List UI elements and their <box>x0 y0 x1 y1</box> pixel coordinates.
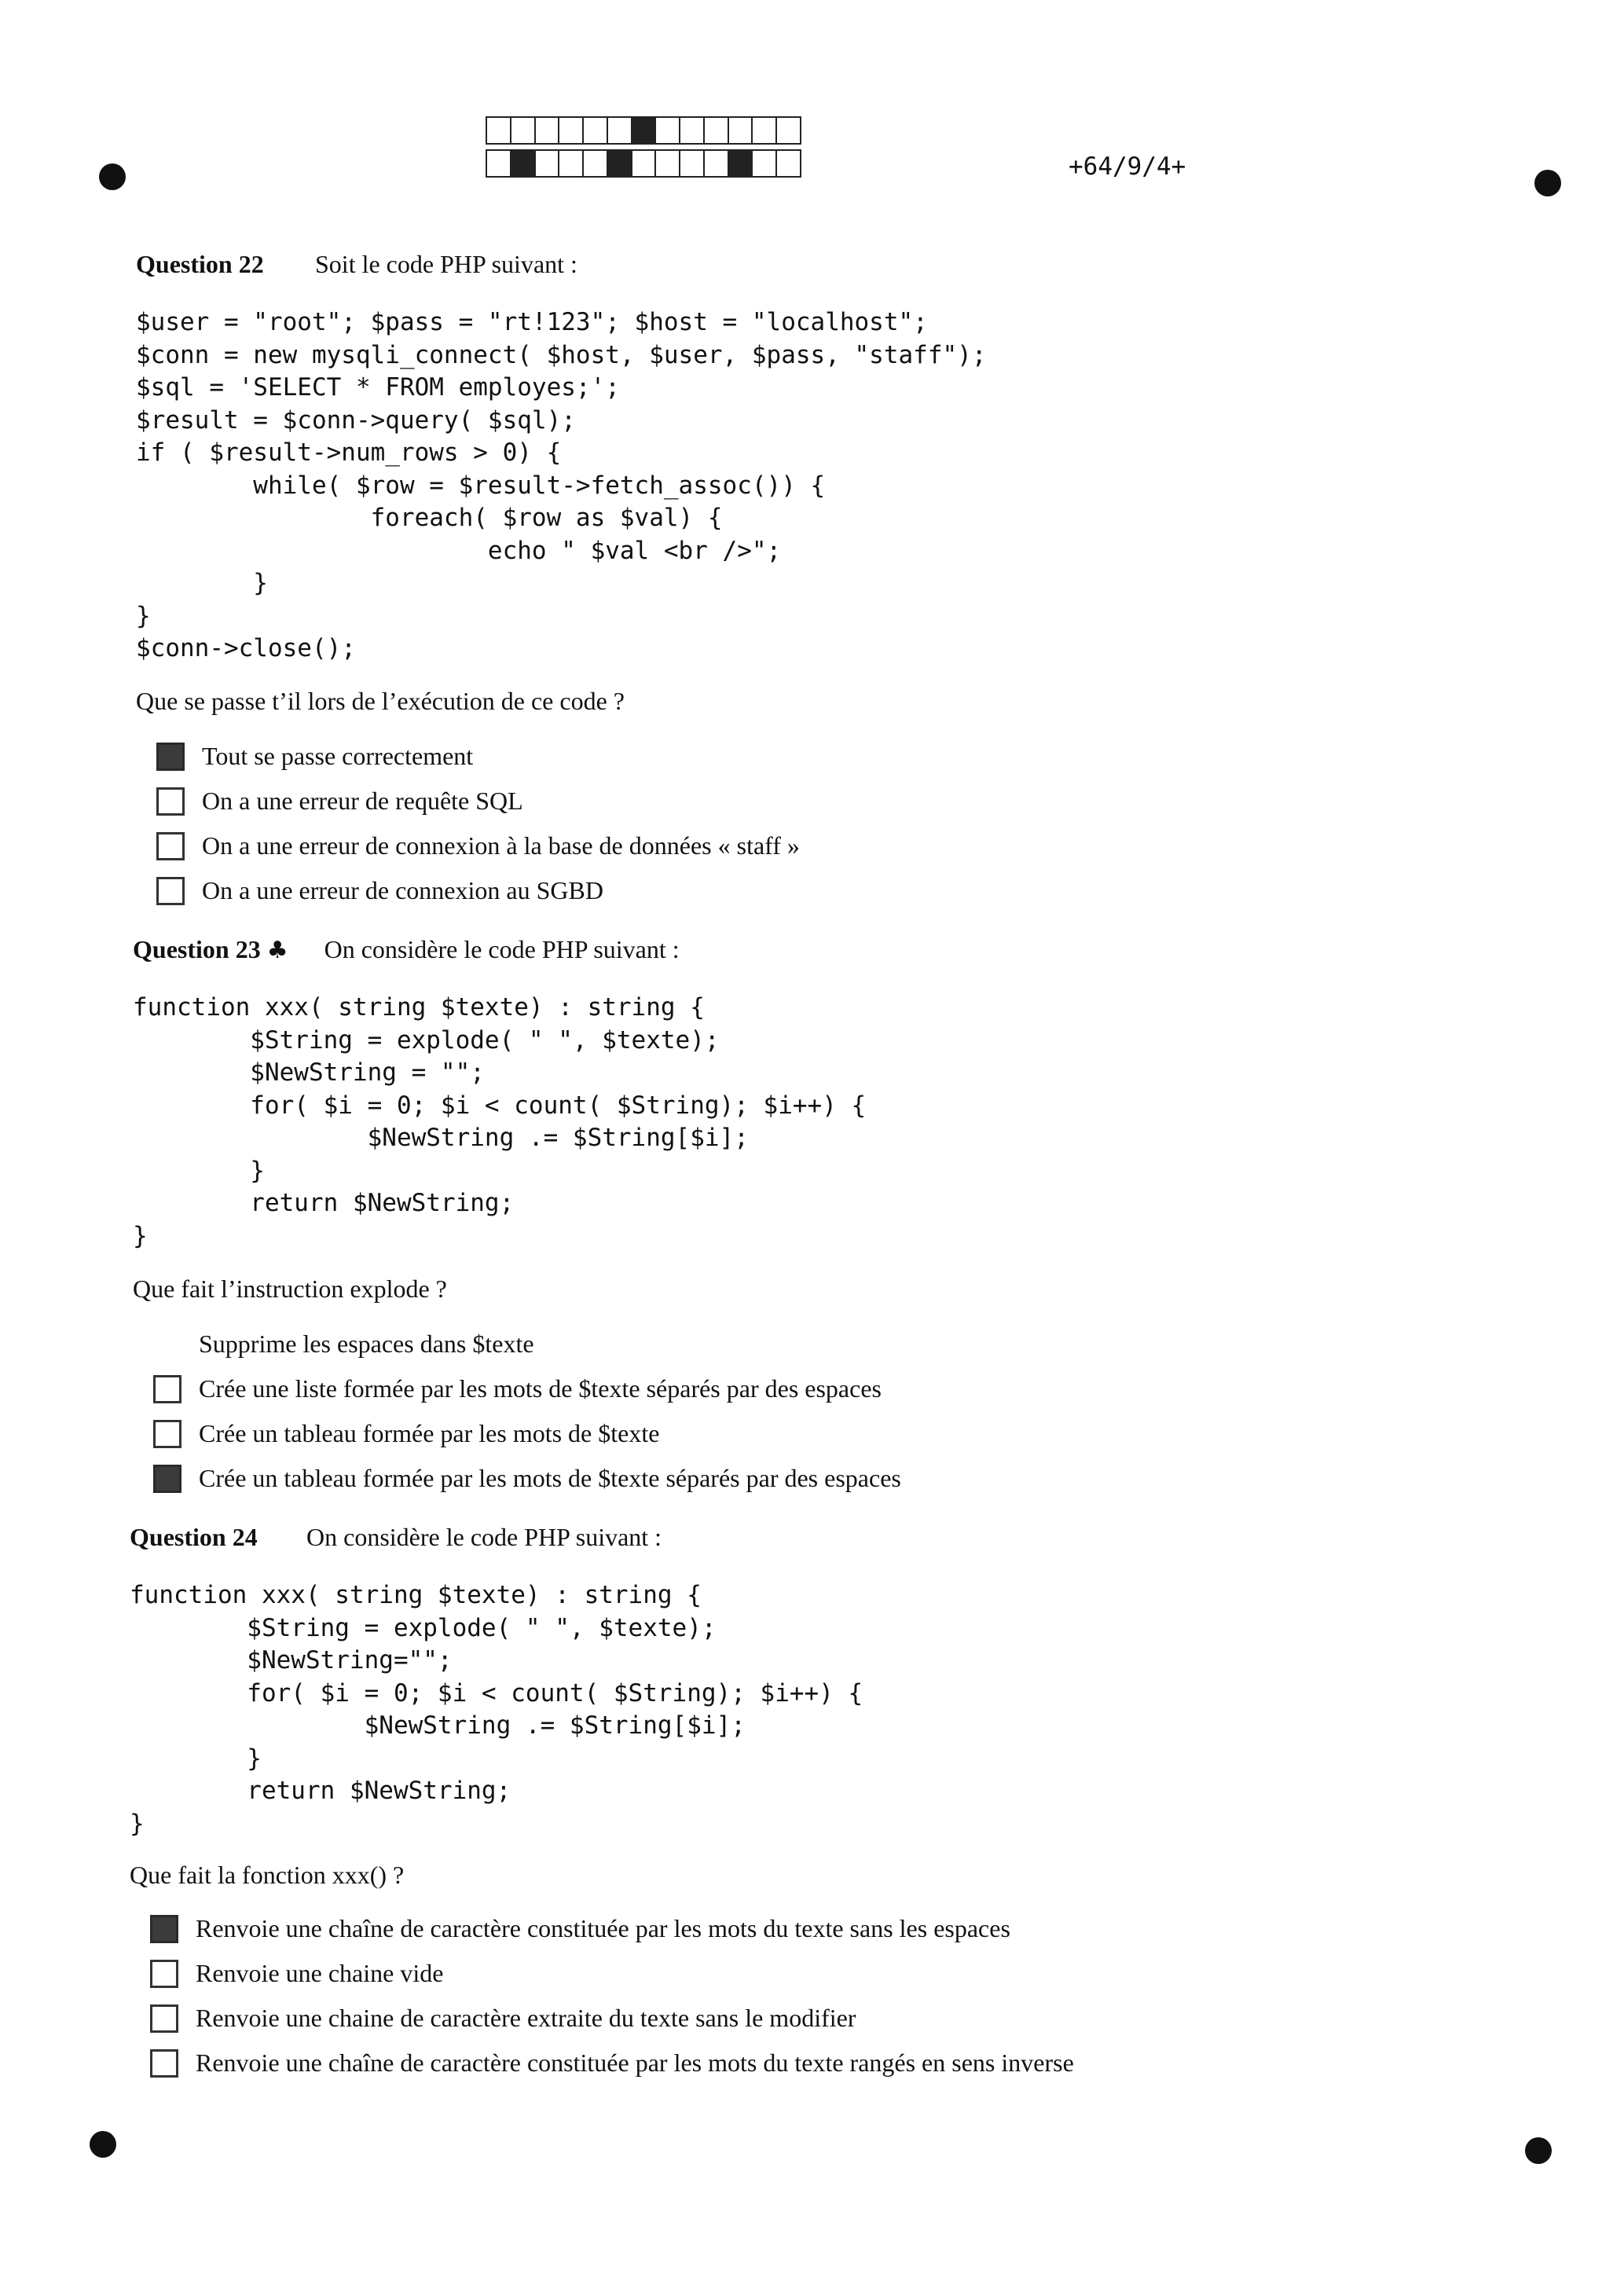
answer-option[interactable] <box>150 1914 1010 1943</box>
answer-checkbox[interactable] <box>150 1960 178 1988</box>
barcode-row-1 <box>486 116 800 145</box>
corner-mark-top-right <box>1534 170 1561 196</box>
barcode-cell <box>728 149 753 178</box>
answer-option[interactable] <box>150 2048 1074 2078</box>
answer-checkbox[interactable] <box>150 2049 178 2078</box>
barcode-cell <box>510 149 536 178</box>
question-number: Question 22 <box>136 250 264 278</box>
barcode-cell <box>654 149 680 178</box>
page-id: +64/9/4+ <box>1069 152 1186 181</box>
answer-option[interactable] <box>150 2004 856 2033</box>
barcode-cell <box>775 149 801 178</box>
answer-option[interactable] <box>153 1374 882 1403</box>
code-block: function xxx( string $texte) : string { $String = explode( " ", $texte); $NewString=""; for( $i = 0; $i < count( $String); $i++) { $NewString .= $String[$i]; } return $NewString; } <box>130 1581 863 1838</box>
barcode-cell <box>631 116 657 145</box>
question-intro: On considère le code PHP suivant : <box>306 1523 662 1551</box>
answer-option[interactable] <box>150 1959 443 1988</box>
corner-mark-top-left <box>99 163 126 190</box>
question-header <box>133 935 680 964</box>
question-number: Question 24 <box>130 1523 258 1551</box>
answer-label: Renvoie une chaîne de caractère constituée par les mots du texte sans les espaces <box>196 1914 1010 1942</box>
answer-option[interactable] <box>156 831 800 860</box>
barcode-cell <box>751 116 777 145</box>
answer-option[interactable] <box>156 876 603 905</box>
question-number: Question 23 <box>133 935 261 963</box>
question-intro: Soit le code PHP suivant : <box>315 250 577 278</box>
corner-mark-bottom-left <box>90 2131 116 2158</box>
answer-label: On a une erreur de connexion à la base de données « staff » <box>202 831 800 860</box>
answer-option[interactable] <box>153 1464 901 1493</box>
barcode-cell <box>654 116 680 145</box>
answer-label: On a une erreur de connexion au SGBD <box>202 876 603 904</box>
barcode-cell <box>679 116 705 145</box>
barcode-cell <box>728 116 753 145</box>
answer-label: Renvoie une chaine vide <box>196 1959 444 1987</box>
answer-option[interactable] <box>153 1419 659 1448</box>
barcode-cell <box>558 149 584 178</box>
answer-label: Crée un tableau formée par les mots de $texte séparés par des espaces <box>199 1464 901 1492</box>
question-header <box>136 250 577 279</box>
barcode-cell <box>775 116 801 145</box>
answer-option[interactable] <box>153 1330 534 1359</box>
barcode-cell <box>558 116 584 145</box>
code-block: function xxx( string $texte) : string { $String = explode( " ", $texte); $NewString = ""; for( $i = 0; $i < count( $String); $i++) { $NewString .= $String[$i]; } return $NewString; } <box>133 993 867 1250</box>
barcode-cell <box>631 149 657 178</box>
answer-option[interactable] <box>156 742 473 771</box>
question-23 <box>133 935 680 964</box>
barcode-row-2 <box>486 149 800 178</box>
answer-label: Supprime les espaces dans $texte <box>199 1330 534 1358</box>
question-prompt: Que fait l’instruction explode ? <box>133 1275 447 1303</box>
answer-checkbox[interactable] <box>153 1465 181 1493</box>
answer-label: Renvoie une chaîne de caractère constituée par les mots du texte rangés en sens inverse <box>196 2048 1074 2077</box>
barcode-cell <box>703 149 729 178</box>
answer-label: Crée une liste formée par les mots de $texte séparés par des espaces <box>199 1374 882 1403</box>
answer-label: Renvoie une chaine de caractère extraite du texte sans le modifier <box>196 2004 856 2032</box>
barcode-cell <box>703 116 729 145</box>
barcode-cell <box>679 149 705 178</box>
answer-label: Crée un tableau formée par les mots de $texte <box>199 1419 660 1447</box>
answer-checkbox[interactable] <box>156 743 185 771</box>
code-block: $user = "root"; $pass = "rt!123"; $host = "localhost"; $conn = new mysqli_connect( $host, $user, $pass, "staff"); $sql = 'SELECT * FROM employes;'; $result = $conn->query( $sql); if ( $result->num_rows > 0) { while( $row = $result->fetch_assoc()) { foreach( $row as $val) { echo " $val <br />"; } } $conn->close(); <box>136 308 987 662</box>
barcode-cell <box>534 116 560 145</box>
question-22 <box>136 250 577 279</box>
barcode-cell <box>534 149 560 178</box>
answer-option[interactable] <box>156 787 523 816</box>
barcode-cell <box>486 116 511 145</box>
answer-label: On a une erreur de requête SQL <box>202 787 523 815</box>
barcode-cell <box>751 149 777 178</box>
answer-label: Tout se passe correctement <box>202 742 474 770</box>
answer-checkbox[interactable] <box>153 1330 181 1359</box>
question-header <box>130 1523 662 1552</box>
club-icon: ♣ <box>266 937 288 964</box>
barcode-cell <box>486 149 511 178</box>
corner-mark-bottom-right <box>1525 2137 1552 2164</box>
answer-checkbox[interactable] <box>153 1420 181 1448</box>
answer-checkbox[interactable] <box>153 1375 181 1403</box>
answer-checkbox[interactable] <box>156 877 185 905</box>
question-24 <box>130 1523 662 1552</box>
answer-checkbox[interactable] <box>150 1915 178 1943</box>
answer-checkbox[interactable] <box>150 2004 178 2033</box>
question-intro: On considère le code PHP suivant : <box>324 935 680 963</box>
question-prompt: Que se passe t’il lors de l’exécution de ce code ? <box>136 687 625 715</box>
barcode-cell <box>510 116 536 145</box>
barcode-cell <box>582 116 608 145</box>
barcode-cell <box>607 149 632 178</box>
barcode-cell <box>607 116 632 145</box>
answer-checkbox[interactable] <box>156 787 185 816</box>
barcode-cell <box>582 149 608 178</box>
answer-checkbox[interactable] <box>156 832 185 860</box>
question-prompt: Que fait la fonction xxx() ? <box>130 1861 405 1889</box>
